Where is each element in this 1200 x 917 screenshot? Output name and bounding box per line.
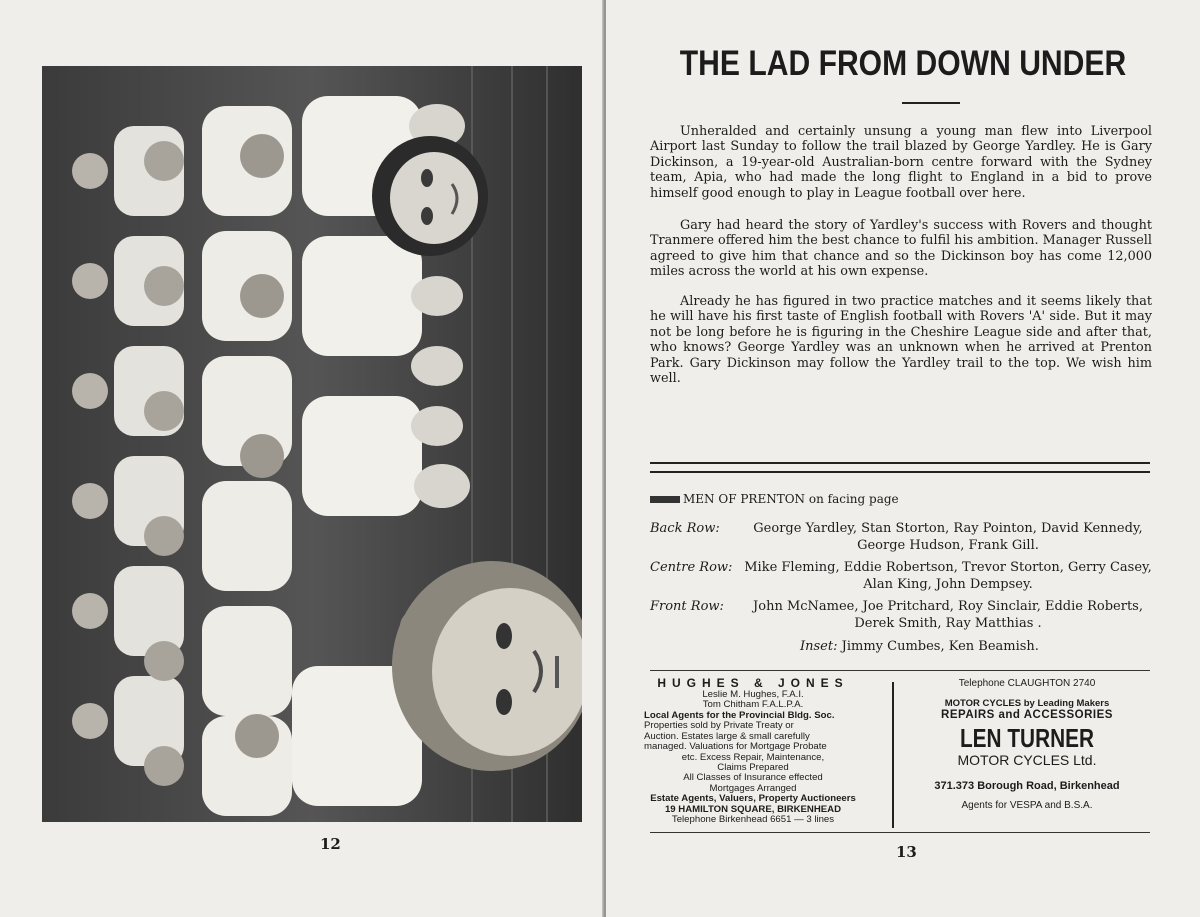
ad-address: 371.373 Borough Road, Birkenhead [934, 780, 1120, 792]
row-names [744, 598, 1152, 632]
advertiser-name: LEN TURNER [959, 723, 1095, 753]
ad-text-line: managed. Valuations for Mortgage Probate [644, 741, 827, 753]
page-number-12: 12 [320, 835, 341, 853]
names-line: Mike Fleming, Eddie Robertson, Trevor Storton, Gerry Casey, [744, 560, 1152, 575]
names-line: John McNamee, Joe Pritchard, Roy Sinclair, Eddie Roberts, [753, 599, 1143, 614]
article-title: THE LAD FROM DOWN UNDER [679, 44, 1127, 83]
article-paragraph: Unheralded and certainly unsung a young man flew into Liverpool Airport last Sunday to follow the trail blazed by George Yardley. He is Gary Dickinson, a 19-year-old Australian-born centre forward with the Sydney team, Apia, who had made the long flight to England in a bid to prove himself good enough to play in League football over here. [650, 124, 1152, 201]
ad-text-line: Claims Prepared [717, 762, 789, 774]
partner-line: Tom Chitham F.A.L.P.A. [702, 699, 804, 711]
caption-centre-row [650, 559, 1152, 595]
ad-company: MOTOR CYCLES Ltd. [957, 752, 1097, 768]
ad-text-line: All Classes of Insurance effected [683, 772, 823, 784]
names-line: Derek Smith, Ray Matthias . [854, 616, 1042, 631]
ad-text-line: etc. Excess Repair, Maintenance, [681, 751, 825, 763]
ad-motor-line: MOTOR CYCLES by Leading Makers [944, 698, 1110, 709]
agents-line: Local Agents for the Provincial Bldg. Soc. [644, 709, 835, 721]
partner-line: Leslie M. Hughes, F.A.I. [702, 689, 804, 700]
names-line: George Hudson, Frank Gill. [857, 538, 1039, 553]
caption-front-row [650, 598, 1152, 634]
inset-names: Jimmy Cumbes, Ken Beamish. [841, 639, 1039, 654]
ad-telephone: Telephone CLAUGHTON 2740 [958, 678, 1096, 689]
advertiser-name: HUGHES & JONES [657, 676, 849, 690]
team-photograph [42, 66, 582, 822]
title-rule [902, 102, 960, 104]
ad-text-line: Properties sold by Private Treaty or [644, 720, 794, 732]
names-line: George Yardley, Stan Storton, Ray Pointon, David Kennedy, [753, 521, 1143, 536]
ad-repairs-line: REPAIRS and ACCESSORIES [941, 709, 1113, 721]
article-paragraph: Gary had heard the story of Yardley's success with Rovers and thought Tranmere offered him the best chance to fulfil his ambition. Manager Russell agreed to give him that chance and so the Dickinson boy has come 12,000 miles across the world at his own expense. [650, 218, 1152, 280]
right-page [606, 0, 1200, 917]
ad-telephone: Telephone Birkenhead 6651 — 3 lines [671, 814, 835, 826]
caption-back-row [650, 520, 1152, 556]
ad-text-line: Auction. Estates large & small carefully [644, 730, 810, 742]
team-photo-illustration [42, 66, 582, 822]
ad-text-line: Estate Agents, Valuers, Property Auctioneers [650, 793, 856, 805]
advert-rule-top [650, 670, 1150, 671]
caption-heading-text: MEN OF PRENTON on facing page [683, 492, 899, 506]
article-paragraph: Already he has figured in two practice matches and it seems likely that he will have his first taste of English football with Rovers 'A' side. But it may not be long before he is figuring in the Cheshire League side and after that, who knows? George Yardley was an unknown when he arrived at Prenton Park. Gary Dickinson may follow the Yardley trail to the top. We wish him well. [650, 294, 1152, 387]
row-label: Centre Row: [650, 560, 733, 575]
caption-heading [650, 492, 899, 506]
double-divider [650, 462, 1150, 473]
row-label: Front Row: [650, 599, 724, 614]
row-names [744, 559, 1152, 593]
hughes-jones-advert [616, 676, 890, 826]
ad-address: 19 HAMILTON SQUARE, BIRKENHEAD [664, 803, 842, 815]
advert-rule-bottom [650, 832, 1150, 833]
row-label: Back Row: [650, 521, 720, 536]
heading-mark [650, 496, 680, 503]
names-line: Alan King, John Dempsey. [863, 577, 1033, 592]
inset-line [800, 638, 1100, 655]
inset-label: Inset: [800, 639, 838, 654]
page-number-13: 13 [896, 843, 917, 861]
ad-agents: Agents for VESPA and B.S.A. [961, 800, 1093, 811]
len-turner-advert [896, 678, 1158, 811]
ad-text-line: Mortgages Arranged [709, 782, 797, 794]
advert-divider [892, 682, 894, 828]
row-names [744, 520, 1152, 554]
